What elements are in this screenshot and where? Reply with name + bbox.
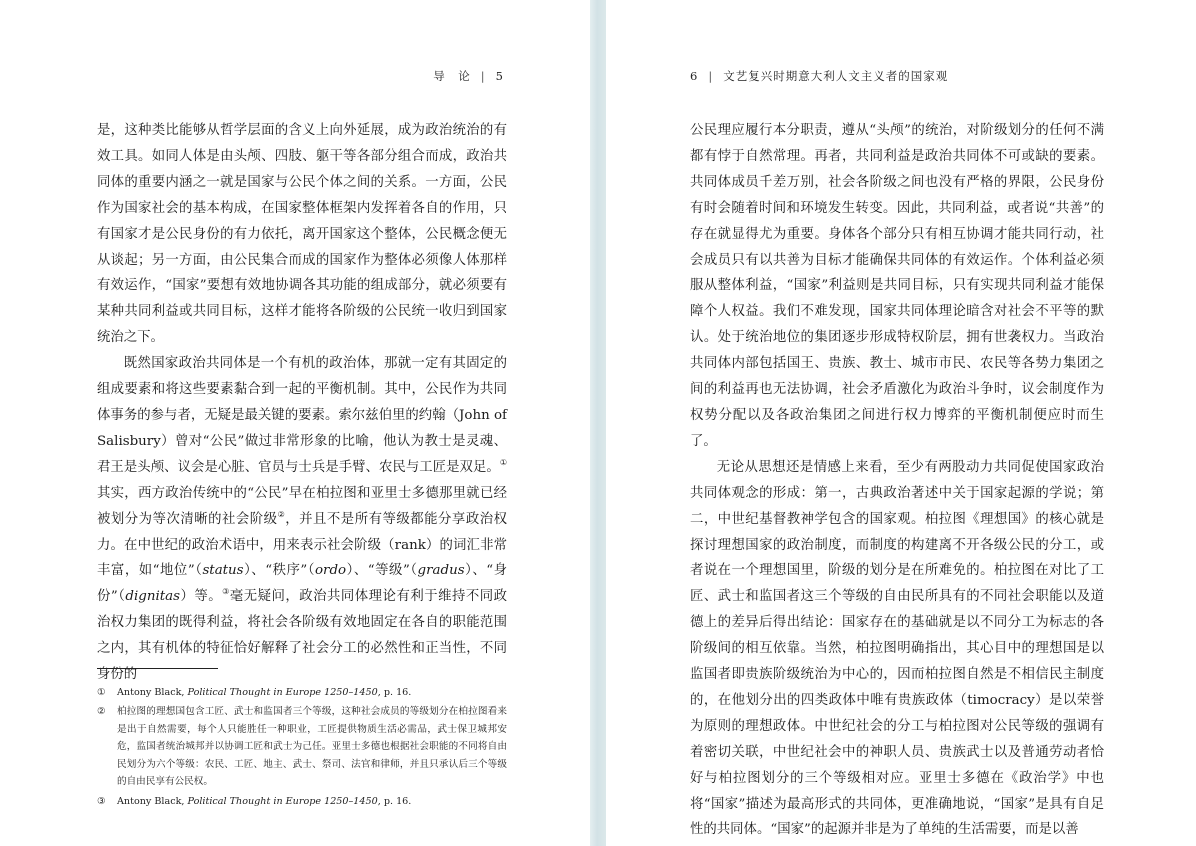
left-body-text — [97, 118, 507, 688]
text-run: 无论从思想还是情感上来看，至少有两股动力共同促使国家政治共同体观念的形成：第一，古典政治著述中关于国家起源的学说；第二，中世纪基督教神学包含的国家观。柏拉图《理想国》的核心就是探讨理想国家的政治制度，而制度的构建离不开各级公民的分工，或者说在一个理想国里，阶级的划分是在所难免的。柏拉图在对比了工匠、武士和监国者这三个等级的自由民所具有的不同社会职能以及道德上的差异后得出结论：国家存在的基础就是以不同分工为标志的各阶级间的相互依靠。当然，柏拉图明确指出，其心目中的理想国是以监国者即贵族阶级统治为中心的，因而柏拉图自然是不相信民主制度的，在他划分出的四类政体中唯有贵族政体（timocracy）是以荣誉为原则的理想政体。中世纪社会的分工与柏拉图对公民等级的强调有着密切关联，中世纪社会中的神职人员、贵族武士以及普通劳动者恰好与柏拉图划分的三个等级相对应。亚里士多德在《政治学》中也将“国家”描述为最高形式的共同体，更准确地说，“国家”是具有自足性的共同体。“国家”的起源并非是为了单纯的生活需要，而是以善 — [690, 459, 1104, 838]
italic-term: dignitas — [125, 589, 180, 605]
text-run: 是，这种类比能够从哲学层面的含义上向外延展，成为政治统治的有效工具。如同人体是由头颅、四肢、躯干等各部分组合而成，政治共同体的重要内涵之一就是国家与公民个体之间的关系。一方面，公民作为国家社会的基本构成，在国家整体框架内发挥着各自的作用，只有国家才是公民身份的有力依托，离开国家这个整体，公民概念便无从谈起；另一方面，由公民集合而成的国家作为整体必须像人体那样有效运作，“国家”要想有效地协调各其功能的组成部分，就必须要有某种共同利益或共同目标，这样才能将各阶级的公民统一收归到国家统治之下。 — [97, 123, 507, 346]
paragraph — [690, 118, 1104, 455]
text-run: ，并且不是所有等级都能分享政治权力。在中世纪的政治术语中，用来表示社会阶级（rank）的词汇非常丰富，如“地位”（ — [97, 511, 507, 579]
paragraph — [690, 455, 1104, 844]
paragraph — [97, 351, 507, 688]
left-header-title: 导 论 — [433, 69, 471, 83]
text-run: 柏拉图的理想国包含工匠、武士和监国者三个等级，这种社会成员的等级划分在柏拉图看来是出于自然需要，每个人只能胜任一种职业，工匠提供物质生活必需品，武士保卫城邦安危，监国者统治城邦并以协调工匠和武士为己任。亚里士多德也根据社会职能的不同将自由民划分为六个等级：农民、工匠、地主、武士、祭司、法官和律师，并且只承认后三个等级的自由民享有公民权。 — [117, 706, 507, 788]
text-run: 公民理应履行本分职责，遵从“头颅”的统治，对阶级划分的任何不满都有悖于自然常理。再者，共同利益是政治共同体不可或缺的要素。共同体成员千差万别，社会各阶级之间也没有严格的界限，公民身份有时会随着时间和环境发生转变。因此，共同利益，或者说“共善”的存在就显得尤为重要。身体各个部分只有相互协调才能共同行动，社会成员只有以共善为目标才能确保共同体的有效运作。个体利益必须服从整体利益，“国家”利益则是共同目标，只有实现共同利益才能保障个人权益。我们不难发现，国家共同体理论暗含对社会不平等的默认。处于统治地位的集团逐步形成特权阶层，拥有世袭权力。当政治共同体内部包括国王、贵族、教士、城市市民、农民等各势力集团之间的利益再也无法协调，社会矛盾激化为政治斗争时，议会制度作为权势分配以及各政治集团之间进行权力博弈的平衡机制便应时而生了。 — [690, 123, 1104, 449]
footnote — [97, 703, 507, 791]
text-run: 其实，西方政治传统中的“公民”早在柏拉图和亚里士多德那里就已经被划分为等次清晰的社会阶级 — [97, 485, 507, 527]
book-gutter — [590, 0, 606, 846]
footnote-number: ① — [97, 687, 106, 698]
header-separator: | — [708, 69, 714, 83]
footnote-number: ② — [97, 706, 106, 718]
left-page-number: 5 — [495, 69, 504, 83]
header-separator: | — [480, 69, 486, 83]
italic-term: gradus — [417, 563, 465, 579]
footnote-text — [117, 684, 507, 702]
right-header-title: 文艺复兴时期意大利人文主义者的国家观 — [723, 69, 949, 83]
paragraph — [97, 118, 507, 351]
left-page — [0, 0, 590, 846]
footnote-marker: ② — [277, 509, 286, 519]
footnote — [97, 684, 507, 702]
footnote-divider — [97, 668, 218, 669]
footnote-number: ③ — [97, 795, 106, 807]
text-run: ）等。 — [180, 589, 223, 605]
right-body-text — [690, 118, 1104, 843]
footnote-text — [117, 703, 507, 791]
text-run: Antony Black, — [117, 795, 188, 807]
footnote — [97, 793, 507, 811]
text-run: ）、“身份”（ — [97, 563, 507, 605]
italic-term: status — [202, 563, 244, 579]
footnotes — [97, 684, 507, 812]
text-run: ）、“等级”（ — [346, 563, 418, 579]
italic-term: Political Thought in Europe 1250–1450 — [187, 795, 378, 807]
text-run: 毫无疑问，政治共同体理论有利于维持不同政治权力集团的既得利益，将社会各阶级有效地固定在各自的职能范围之内，其有机体的特征恰好解释了社会分工的必然性和正当性，不同身份的 — [97, 589, 508, 683]
footnote-marker: ③ — [222, 587, 230, 597]
right-running-header — [690, 68, 948, 84]
right-page — [606, 0, 1196, 846]
text-run: Antony Black, — [117, 687, 188, 698]
footnote-text — [117, 793, 507, 811]
left-running-header — [433, 68, 504, 84]
text-run: 既然国家政治共同体是一个有机的政治体，那就一定有其固定的组成要素和将这些要素黏合到一起的平衡机制。其中，公民作为共同体事务的参与者，无疑是最关键的要素。索尔兹伯里的约翰（John of Salisbury）曾对“公民”做过非常形象的比喻，他认为教士是灵魂、君王是头颅、议会是心脏、官员与士兵是手臂、农民与工匠是双足。 — [97, 356, 507, 475]
text-run: ）、“秩序”（ — [243, 563, 315, 579]
text-run: , p. 16. — [377, 687, 412, 698]
italic-term: ordo — [315, 563, 347, 579]
italic-term: Political Thought in Europe 1250–1450 — [187, 687, 378, 698]
right-page-number: 6 — [690, 69, 699, 83]
text-run: , p. 16. — [377, 795, 412, 807]
footnote-marker: ① — [499, 457, 507, 467]
